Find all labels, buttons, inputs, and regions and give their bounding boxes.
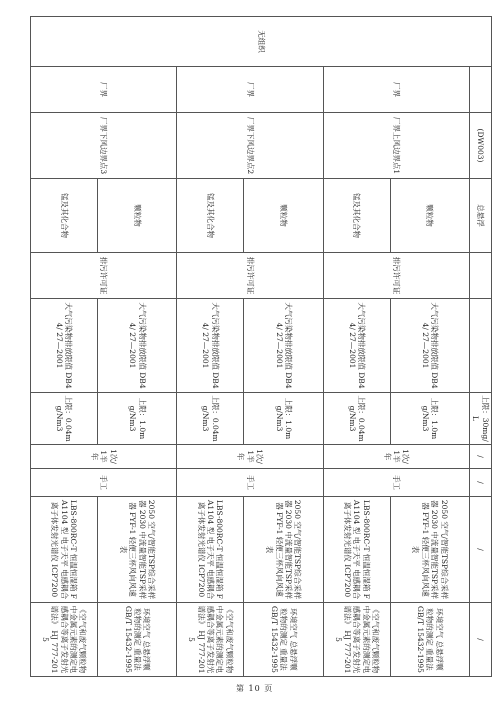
boundary-cell — [469, 67, 491, 113]
frequency-cell: 1次/1半年 — [177, 445, 323, 469]
point-cell: 厂界下风边界点3 — [31, 113, 177, 179]
page-number: 第 10 页 — [236, 684, 274, 693]
rotated-table-wrapper — [30, 16, 492, 676]
limit-cell: 上限：1.0mg/Nm3 — [98, 393, 177, 445]
limit-cell: 上限：1.0mg/Nm3 — [244, 393, 323, 445]
pollutant-cell: 锰及其化合物 — [177, 179, 244, 253]
boundary-cell: 厂界 — [323, 67, 469, 113]
equipment-cell: 2050 空气/智能TSP综合采样器 2030 中流量智能TSP采样器 FYF-1 轻便三杯风向风速表 — [244, 497, 323, 603]
equipment-cell: 2050 空气/智能TSP综合采样器 2030 中流量智能TSP采样器 FYF-1 轻便三杯风向风速表 — [98, 497, 177, 603]
permit-cell: 排污许可证 — [323, 253, 469, 299]
method-cell: 手工 — [31, 469, 177, 497]
pollutant-cell: 颗粒物 — [390, 179, 469, 253]
standard-cell: 《空气和废气颗粒物中金属元素的测定电感耦合等离子发射光谱法》 HJ 777-2015 — [31, 603, 98, 677]
permit-cell — [469, 253, 491, 299]
limit-cell: 上限：0.04mg/Nm3 — [323, 393, 390, 445]
limit-cell: 上限：30mg/L — [469, 393, 491, 445]
regulation-cell: 大气污染物排放限值 DB44/ 27—2001 — [177, 299, 244, 393]
equipment-cell: LBS-800RC-T 恒温恒湿箱 FA1104 型 电子天平 电感耦合离子体发射光谱仪 ICP7200 — [31, 497, 98, 603]
permit-cell: 排污许可证 — [177, 253, 323, 299]
point-cell: (DW003) — [469, 113, 491, 179]
point-cell: 厂界上风边界点1 — [323, 113, 469, 179]
boundary-cell: 厂界 — [177, 67, 323, 113]
equipment-cell: LBS-800RC-T 恒温恒湿箱 FA1104 型 电子天平 电感耦合离子体发射光谱仪 ICP7200 — [323, 497, 390, 603]
permit-cell: 排污许可证 — [31, 253, 177, 299]
pollutant-cell: 锰及其化合物 — [323, 179, 390, 253]
regulation-cell: 大气污染物排放限值 DB44/ 27—2001 — [244, 299, 323, 393]
frequency-cell: 1次/1半年 — [323, 445, 469, 469]
pollutant-cell: 锰及其化合物 — [31, 179, 98, 253]
method-cell: 手工 — [177, 469, 323, 497]
regulation-cell: 大气污染物排放限值 DB44/ 27—2001 — [323, 299, 390, 393]
point-cell: 厂界下风边界点2 — [177, 113, 323, 179]
pollutant-cell: 总悬浮 — [469, 179, 491, 253]
limit-cell: 上限：0.04mg/Nm3 — [177, 393, 244, 445]
standard-cell: / — [469, 603, 491, 677]
table-row — [98, 17, 177, 677]
method-cell: / — [469, 469, 491, 497]
equipment-cell: LBS-800RC-T 恒温恒湿箱 FA1104 型 电子天平 电感耦合离子体发射光谱仪 ICP7200 — [177, 497, 244, 603]
standard-cell: 环境空气 总悬浮颗粒物的测定 重量法 GB/T 15432-1995 — [244, 603, 323, 677]
equipment-cell: / — [469, 497, 491, 603]
regulation-cell — [469, 299, 491, 393]
table-row — [390, 17, 469, 677]
frequency-cell: / — [469, 445, 491, 469]
equipment-cell: 2050 空气/智能TSP综合采样器 2030 中流量智能TSP采样器 FYF-1 轻便三杯风向风速表 — [390, 497, 469, 603]
monitoring-table — [30, 16, 492, 677]
pollutant-cell: 颗粒物 — [98, 179, 177, 253]
boundary-cell: 厂界 — [31, 67, 177, 113]
table-row — [244, 17, 323, 677]
frequency-cell: 1次/1半年 — [31, 445, 177, 469]
limit-cell: 上限：0.04mg/Nm3 — [31, 393, 98, 445]
standard-cell: 《空气和废气颗粒物中金属元素的测定电感耦合等离子发射光谱法》 HJ 777-2015 — [177, 603, 244, 677]
regulation-cell: 大气污染物排放限值 DB44/ 27—2001 — [98, 299, 177, 393]
standard-cell: 环境空气 总悬浮颗粒物的测定 重量法 GB/T 15432-1995 — [98, 603, 177, 677]
standard-cell: 《空气和废气颗粒物中金属元素的测定电感耦合等离子发射光谱法》 HJ 777-2015 — [323, 603, 390, 677]
regulation-cell: 大气污染物排放限值 DB44/ 27—2001 — [31, 299, 98, 393]
method-cell: 手工 — [323, 469, 469, 497]
regulation-cell: 大气污染物排放限值 DB44/ 27—2001 — [390, 299, 469, 393]
table-row — [469, 17, 491, 677]
standard-cell: 环境空气 总悬浮颗粒物的测定 重量法 GB/T 15432-1995 — [390, 603, 469, 677]
pollutant-cell: 颗粒物 — [244, 179, 323, 253]
limit-cell: 上限：1.0mg/Nm3 — [390, 393, 469, 445]
group-cell: 无组织 — [31, 17, 492, 67]
